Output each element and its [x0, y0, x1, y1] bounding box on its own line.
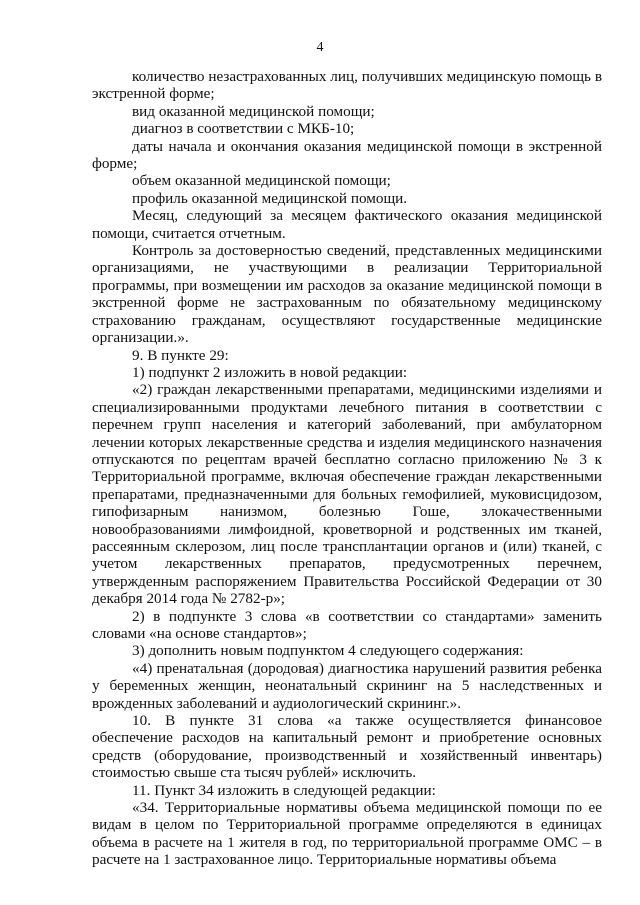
paragraph: объем оказанной медицинской помощи; [132, 172, 391, 190]
paragraph: диагноз в соответствии с МКБ-10; [132, 120, 355, 138]
page-number: 4 [316, 40, 324, 55]
paragraph: 11. Пункт 34 изложить в следующей редакции: [132, 781, 436, 799]
paragraph: вид оказанной медицинской помощи; [132, 102, 375, 120]
document-body [92, 68, 602, 869]
paragraph: «4) пренатальная (дородовая) диагностика нарушений развития ребенка у беременных женщин, неонатальный скрининг на 5 наследственных и врожденных заболеваний и аудиологический скрининг.». [92, 659, 602, 712]
paragraph: количество незастрахованных лиц, получивших медицинскую помощь в экстренной форме; [92, 68, 602, 103]
paragraph: «34. Территориальные нормативы объема медицинской помощи по ее видам в целом по Территориальной программе определяются в единицах объема в расчете на 1 жителя в год, по территориальной программе ОМС – в расчете на 1 застрахованное лицо. Территориальные нормативы объема [92, 799, 602, 869]
paragraph: 2) в подпункте 3 слова «в соответствии со стандартами» заменить словами «на основе стандартов»; [92, 607, 602, 642]
paragraph: Месяц, следующий за месяцем фактического оказания медицинской помощи, считается отчетным. [92, 207, 602, 242]
paragraph: 9. В пункте 29: [132, 346, 229, 364]
paragraph: 10. В пункте 31 слова «а также осуществляется финансовое обеспечение расходов на капитальный ремонт и приобретение основных средств (оборудование, производственный и хозяйственный инвентарь) стоимостью свыше ста тысяч рублей» исключить. [92, 712, 602, 782]
paragraph: Контроль за достоверностью сведений, представленных медицинскими организациями, не участвующими в реализации Территориальной программы, при возмещении им расходов за оказание медицинской помощи в экстренной форме не застрахованным по обязательному медицинскому страхованию гражданам, осуществляют государственные медицинские организации.». [92, 242, 602, 347]
paragraph: «2) граждан лекарственными препаратами, медицинскими изделиями и специализированными продуктами лечебного питания в соответствии с перечнем групп населения и категорий заболеваний, при амбулаторном лечении которых лекарственные средства и изделия медицинского назначения отпускаются по рецептам врачей бесплатно согласно приложению № 3 к Территориальной программе, включая обеспечение граждан лекарственными препаратами, предназначенными для больных гемофилией, муковисцидозом, гипофизарным нанизмом, болезнью Гоше, злокачественными новообразованиями лимфоидной, кроветворной и родственных им тканей, рассеянным склерозом, лиц после трансплантации органов и (или) тканей, с учетом лекарственных препаратов, предусмотренных перечнем, утвержденным распоряжением Правительства Российской Федерации от 30 декабря 2014 года № 2782-р»; [92, 381, 602, 608]
paragraph: 3) дополнить новым подпунктом 4 следующего содержания: [132, 642, 524, 660]
paragraph: профиль оказанной медицинской помощи. [132, 189, 408, 207]
paragraph: 1) подпункт 2 изложить в новой редакции: [132, 363, 408, 381]
paragraph: даты начала и окончания оказания медицинской помощи в экстренной форме; [92, 137, 602, 173]
